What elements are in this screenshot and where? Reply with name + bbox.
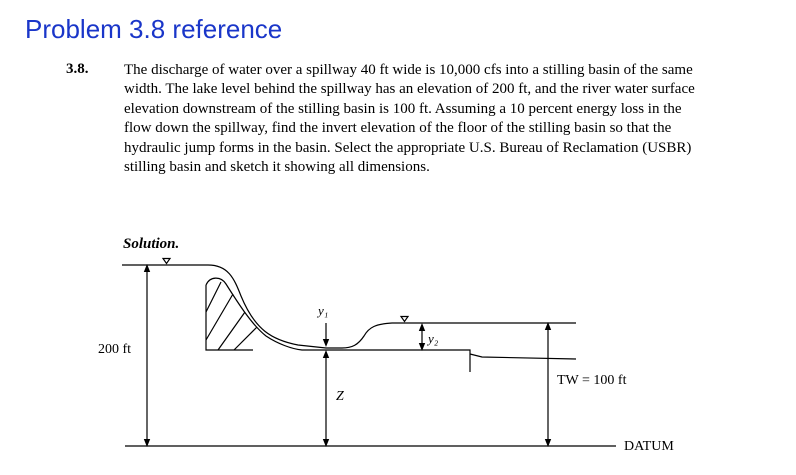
- lake-elevation-label: 200 ft: [98, 342, 132, 357]
- lake-surface-marker-icon: [163, 259, 170, 264]
- spillway-hatch: [206, 294, 233, 340]
- lake-water-surface: [122, 265, 576, 348]
- problem-line: hydraulic jump forms in the basin. Select the appropriate U.S. Bureau of Reclamation (USBR): [124, 139, 692, 156]
- problem-number: 3.8.: [66, 61, 89, 77]
- y2-label: y₂: [428, 331, 439, 346]
- spillway-heel: [206, 285, 253, 350]
- problem-line: flow down the spillway, find the invert elevation of the floor of the stilling basin so that the: [124, 120, 672, 137]
- spillway-hatch: [218, 312, 245, 350]
- basin-surface-marker-icon: [401, 317, 408, 322]
- problem-line: stilling basin and sketch it showing all dimensions.: [124, 159, 430, 176]
- problem-line: elevation downstream of the stilling basin is 100 ft. Assuming a 10 percent energy loss in the: [124, 100, 682, 117]
- spillway-body: [206, 278, 470, 372]
- page-title: Problem 3.8 reference: [25, 14, 283, 44]
- downstream-channel-bed: [470, 354, 576, 359]
- tailwater-label: TW = 100 ft: [557, 373, 627, 388]
- problem-line: The discharge of water over a spillway 40 ft wide is 10,000 cfs into a stilling basin of the same: [124, 62, 693, 78]
- y1-label: y₁: [318, 303, 329, 318]
- z-label: Z: [336, 389, 344, 404]
- spillway-hatch: [206, 282, 221, 312]
- problem-line: width. The lake level behind the spillway has an elevation of 200 ft, and the river water surface: [124, 81, 695, 98]
- spillway-hatch: [234, 327, 257, 350]
- datum-label: DATUM: [624, 439, 674, 454]
- solution-label: Solution.: [123, 236, 180, 252]
